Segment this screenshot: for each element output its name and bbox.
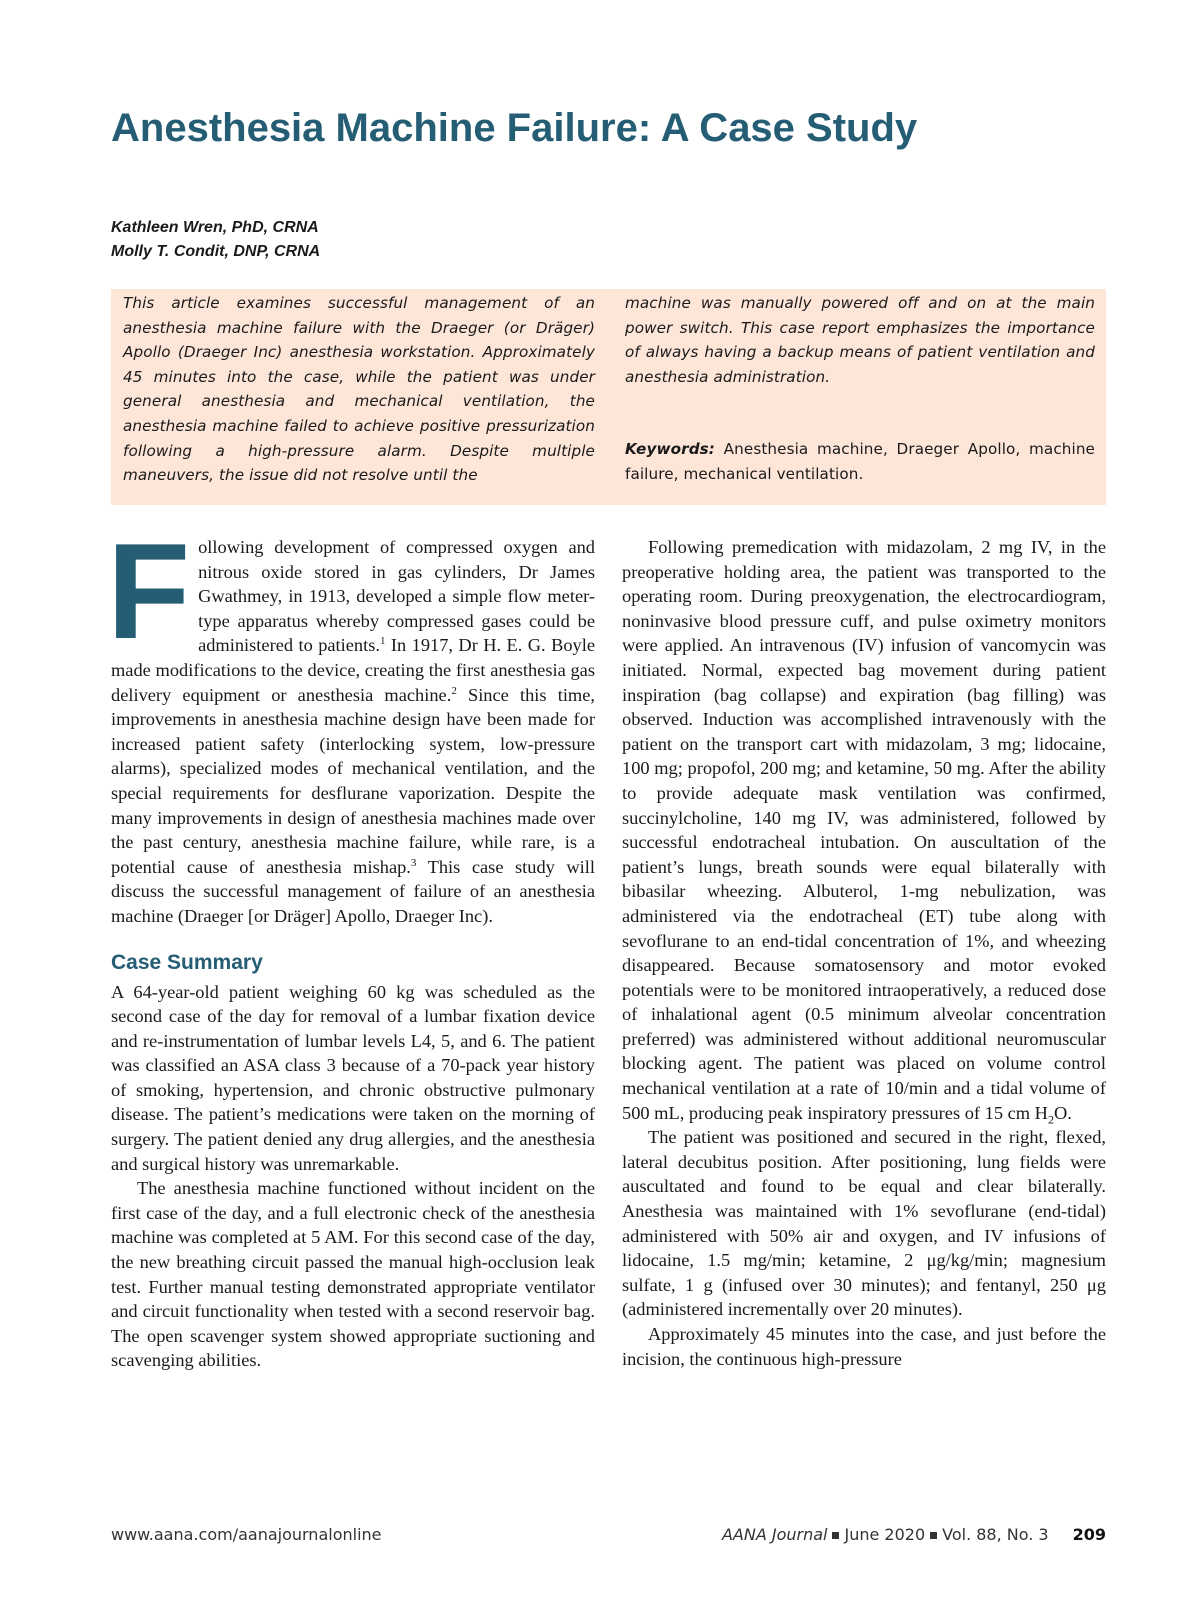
journal-name: AANA Journal [721,1525,828,1544]
author-list [111,216,320,264]
body-column-left [107,515,595,1373]
article-title: Anesthesia Machine Failure: A Case Study [111,106,918,150]
reference-marker: 2 [451,684,457,697]
issue-date: June 2020 [844,1525,926,1544]
body-paragraph [622,535,1106,1125]
intro-text: ollowing development of compressed oxygen and nitrous oxide stored in gas cylinders, Dr James Gwathmey, in 1913, developed a simple flow meter-type apparatus whereby compressed gases could be administered to patients. [198,537,595,656]
footer-url: www.aana.com/aanajournalonline [111,1525,382,1544]
abstract-text-right: machine was manually powered off and on at the main power switch. This case report emphasizes the importance of always having a backup means of patient ventilation and anesthesia administration. [625,294,1095,386]
case-paragraph: The anesthesia machine functioned without incident on the first case of the day, and a full electronic check of the anesthesia machine was completed at 5 AM. For this second case of the day, the new breathing circuit passed the manual high-occlusion leak test. Further manual testing demonstrated appropriate ventilator and circuit functionality when tested with a second reservoir bag. The open scavenger system showed appropriate suctioning and scavenging abilities. [111,1178,595,1371]
volume-info: Vol. 88, No. 3 [942,1525,1049,1544]
body-column-right [622,535,1106,1371]
abstract-column-right [625,291,1095,487]
abstract-box [111,289,1106,505]
abstract-text-left: This article examines successful management of an anesthesia machine failure with the Draeger (or Dräger) Apollo (Draeger Inc) anesthesia workstation. Approximately 45 minutes into the case, while the patient was under general anesthesia and mechanical ventilation, the anesthesia machine failed to achieve positive pressurization following a high-pressure alarm. Despite multiple maneuvers, the issue did not resolve until the [123,294,595,485]
intro-paragraph [107,515,595,929]
reference-marker: 3 [410,856,417,869]
intro-text: This case study will discuss the successful management of failure of an anesthesia machine (Draeger [or Dräger] Apollo, Draeger Inc). [111,856,595,926]
subscript: 2 [1047,1112,1054,1127]
intro-text: In 1917, Dr H. E. G. Boyle made modifications to the device, creating the first anesthesia gas delivery equipment or anesthesia machine. [111,635,595,705]
separator-square-icon [832,1532,839,1539]
paragraph-text: O. [1053,1102,1072,1123]
body-paragraph: The patient was positioned and secured in the right, flexed, lateral decubitus position. After positioning, lung fields were auscultated and found to be equal and clear bilaterally. Anesthesia was maintained with 1% sevoflurane (end-tidal) administered with 50% air and oxygen, and IV infusions of lidocaine, 1.5 mg/min; ketamine, 2 μg/kg/min; magnesium sulfate, 1 g (infused over 30 minutes); and fentanyl, 250 μg (administered incrementally over 20 minutes). [622,1127,1106,1320]
page-number: 209 [1072,1525,1106,1544]
author-name: Molly T. Condit, DNP, CRNA [111,243,321,260]
author-name: Kathleen Wren, PhD, CRNA [111,219,319,236]
separator-square-icon [930,1532,937,1539]
intro-text: Since this time, improvements in anesthesia machine design have been made for increased patient safety (interlocking system, low-pressure alarms), specialized modes of mechanical ventilation, and the special requirements for desflurane vaporization. Despite the many improvements in design of anesthesia machines made over the past century, anesthesia machine failure, while rare, is a potential cause of anesthesia mishap. [111,684,595,877]
keywords-list: Anesthesia machine, Draeger Apollo, machine failure, mechanical ventilation. [625,440,1095,483]
keywords [625,437,1095,486]
keywords-label: Keywords: [625,440,715,459]
section-heading: Case Summary [111,950,263,974]
footer-citation [722,1524,1106,1546]
body-paragraph: Approximately 45 minutes into the case, and just before the incision, the continuous high-pressure [622,1324,1106,1369]
paragraph-text: Following premedication with midazolam, 2 mg IV, in the preoperative holding area, the patient was transported to the operating room. During preoxygenation, the electrocardiogram, noninvasive blood pressure cuff, and pulse oximetry monitors were applied. An intravenous (IV) infusion of vancomycin was initiated. Normal, expected bag movement during patient inspiration (bag collapse) and expiration (bag filling) was observed. Induction was accomplished intravenously with the patient on the transport cart with midazolam, 3 mg; lidocaine, 100 mg; propofol, 200 mg; and ketamine, 50 mg. After the ability to provide adequate mask ventilation was confirmed, succinylcholine, 140 mg IV, was administered, followed by successful endotracheal intubation. On auscultation of the patient’s lungs, breath sounds were equal bilaterally with bibasilar wheezing. Albuterol, 1-mg nebulization, was administered via the endotracheal (ET) tube along with sevoflurane to an end-tidal concentration of 1%, and wheezing disappeared. Because somatosensory and motor evoked potentials were to be monitored intraoperatively, a reduced dose of inhalational agent (0.5 minimum alveolar concentration preferred) was administered without additional neuromuscular blocking agent. The patient was placed on volume control mechanical ventilation at a rate of 10/min and a tidal volume of 500 mL, producing peak inspiratory pressures of 15 cm H [622,537,1106,1123]
drop-cap: F [107,515,191,667]
case-paragraph: A 64-year-old patient weighing 60 kg was scheduled as the second case of the day for removal of a lumbar fixation device and re-instrumentation of lumbar levels L4, 5, and 6. The patient was classified an ASA class 3 because of a 70-pack year history of smoking, hypertension, and chronic obstructive pulmonary disease. The patient’s medications were taken on the morning of surgery. The patient denied any drug allergies, and the anesthesia and surgical history was unremarkable. [111,981,595,1174]
reference-marker: 1 [380,635,386,648]
